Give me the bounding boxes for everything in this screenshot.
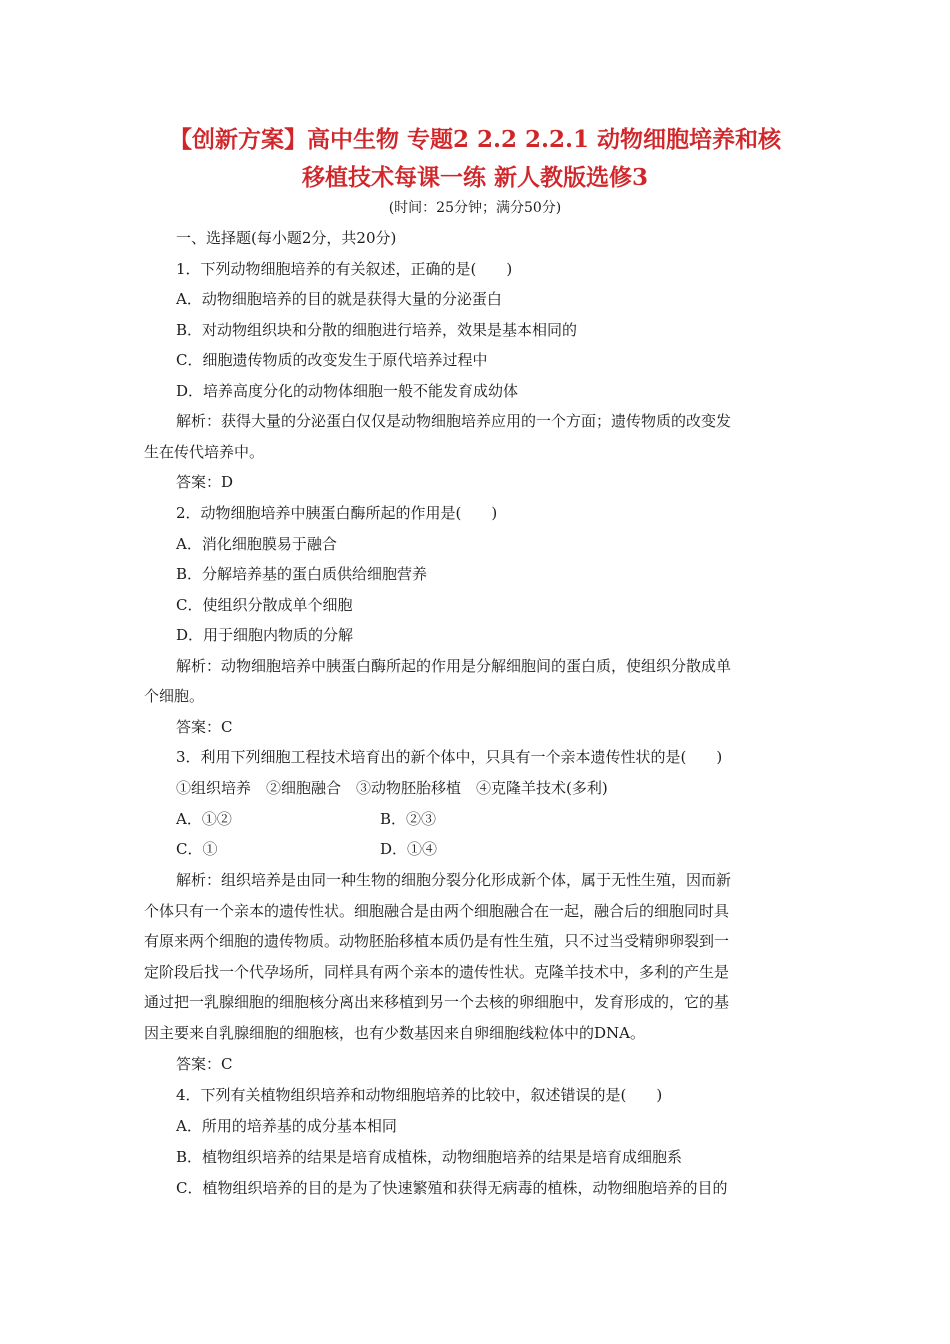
q3-option-d: D．①④ bbox=[380, 840, 438, 858]
q3-analysis-3: 有原来两个细胞的遗传物质。动物胚胎移植本质仍是有性生殖，只不过当受精卵卵裂到一 bbox=[144, 932, 730, 950]
q3-option-c: C．① bbox=[176, 840, 218, 858]
q4-option-b: B．植物组织培养的结果是培育成植株，动物细胞培养的结果是培育成细胞系 bbox=[176, 1148, 683, 1166]
q3-option-b: B．②③ bbox=[380, 810, 437, 828]
q1-answer: 答案：D bbox=[176, 473, 234, 491]
q2-analysis-1: 解析：动物细胞培养中胰蛋白酶所起的作用是分解细胞间的蛋白质，使组织分散成单 bbox=[176, 657, 732, 675]
q3-stem: 3．利用下列细胞工程技术培育出的新个体中，只具有一个亲本遗传性状的是( ) bbox=[176, 748, 723, 766]
q4-stem: 4．下列有关植物组织培养和动物细胞培养的比较中，叙述错误的是( ) bbox=[176, 1086, 663, 1104]
q2-answer: 答案：C bbox=[176, 718, 233, 736]
q1-analysis-1: 解析：获得大量的分泌蛋白仅仅是动物细胞培养应用的一个方面；遗传物质的改变发 bbox=[176, 412, 732, 430]
q1-option-b: B．对动物组织块和分散的细胞进行培养，效果是基本相同的 bbox=[176, 321, 578, 339]
doc-title-line-2: 移植技术每课一练 新人教版选修3 bbox=[301, 164, 648, 191]
doc-title-line-1: 【创新方案】高中生物 专题2 2.2 2.2.1 动物细胞培养和核 bbox=[168, 126, 782, 153]
q2-option-c: C．使组织分散成单个细胞 bbox=[176, 596, 353, 614]
q2-stem: 2．动物细胞培养中胰蛋白酶所起的作用是( ) bbox=[176, 504, 498, 522]
q1-option-d: D．培养高度分化的动物体细胞一般不能发育成幼体 bbox=[176, 382, 519, 400]
q3-analysis-1: 解析：组织培养是由同一种生物的细胞分裂分化形成新个体，属于无性生殖，因而新 bbox=[176, 871, 732, 889]
q3-analysis-5: 通过把一乳腺细胞的细胞核分离出来移植到另一个去核的卵细胞中，发育形成的，它的基 bbox=[144, 993, 730, 1011]
q2-option-a: A．消化细胞膜易于融合 bbox=[176, 535, 337, 553]
q3-analysis-4: 定阶段后找一个代孕场所，同样具有两个亲本的遗传性状。克隆羊技术中，多利的产生是 bbox=[144, 963, 730, 981]
q3-item-list: ①组织培养 ②细胞融合 ③动物胚胎移植 ④克隆羊技术(多利) bbox=[176, 779, 608, 797]
q3-option-a: A．①② bbox=[176, 810, 232, 828]
q4-option-c: C．植物组织培养的目的是为了快速繁殖和获得无病毒的植株，动物细胞培养的目的 bbox=[176, 1179, 728, 1197]
q2-option-d: D．用于细胞内物质的分解 bbox=[176, 626, 354, 644]
q1-analysis-2: 生在传代培养中。 bbox=[144, 443, 265, 461]
time-info: (时间：25分钟；满分50分) bbox=[388, 200, 562, 216]
q4-option-a: A．所用的培养基的成分基本相同 bbox=[176, 1117, 397, 1135]
q3-analysis-2: 个体只有一个亲本的遗传性状。细胞融合是由两个细胞融合在一起，融合后的细胞同时具 bbox=[144, 902, 730, 920]
q1-option-c: C．细胞遗传物质的改变发生于原代培养过程中 bbox=[176, 351, 488, 369]
q1-stem: 1．下列动物细胞培养的有关叙述，正确的是( ) bbox=[176, 260, 513, 278]
q3-answer: 答案：C bbox=[176, 1055, 233, 1073]
q2-analysis-2: 个细胞。 bbox=[144, 687, 205, 705]
q3-analysis-6: 因主要来自乳腺细胞的细胞核，也有少数基因来自卵细胞线粒体中的DNA。 bbox=[144, 1024, 645, 1042]
q1-option-a: A．动物细胞培养的目的就是获得大量的分泌蛋白 bbox=[176, 290, 502, 308]
section-heading: 一、选择题(每小题2分，共20分) bbox=[176, 229, 397, 247]
q2-option-b: B．分解培养基的蛋白质供给细胞营养 bbox=[176, 565, 428, 583]
